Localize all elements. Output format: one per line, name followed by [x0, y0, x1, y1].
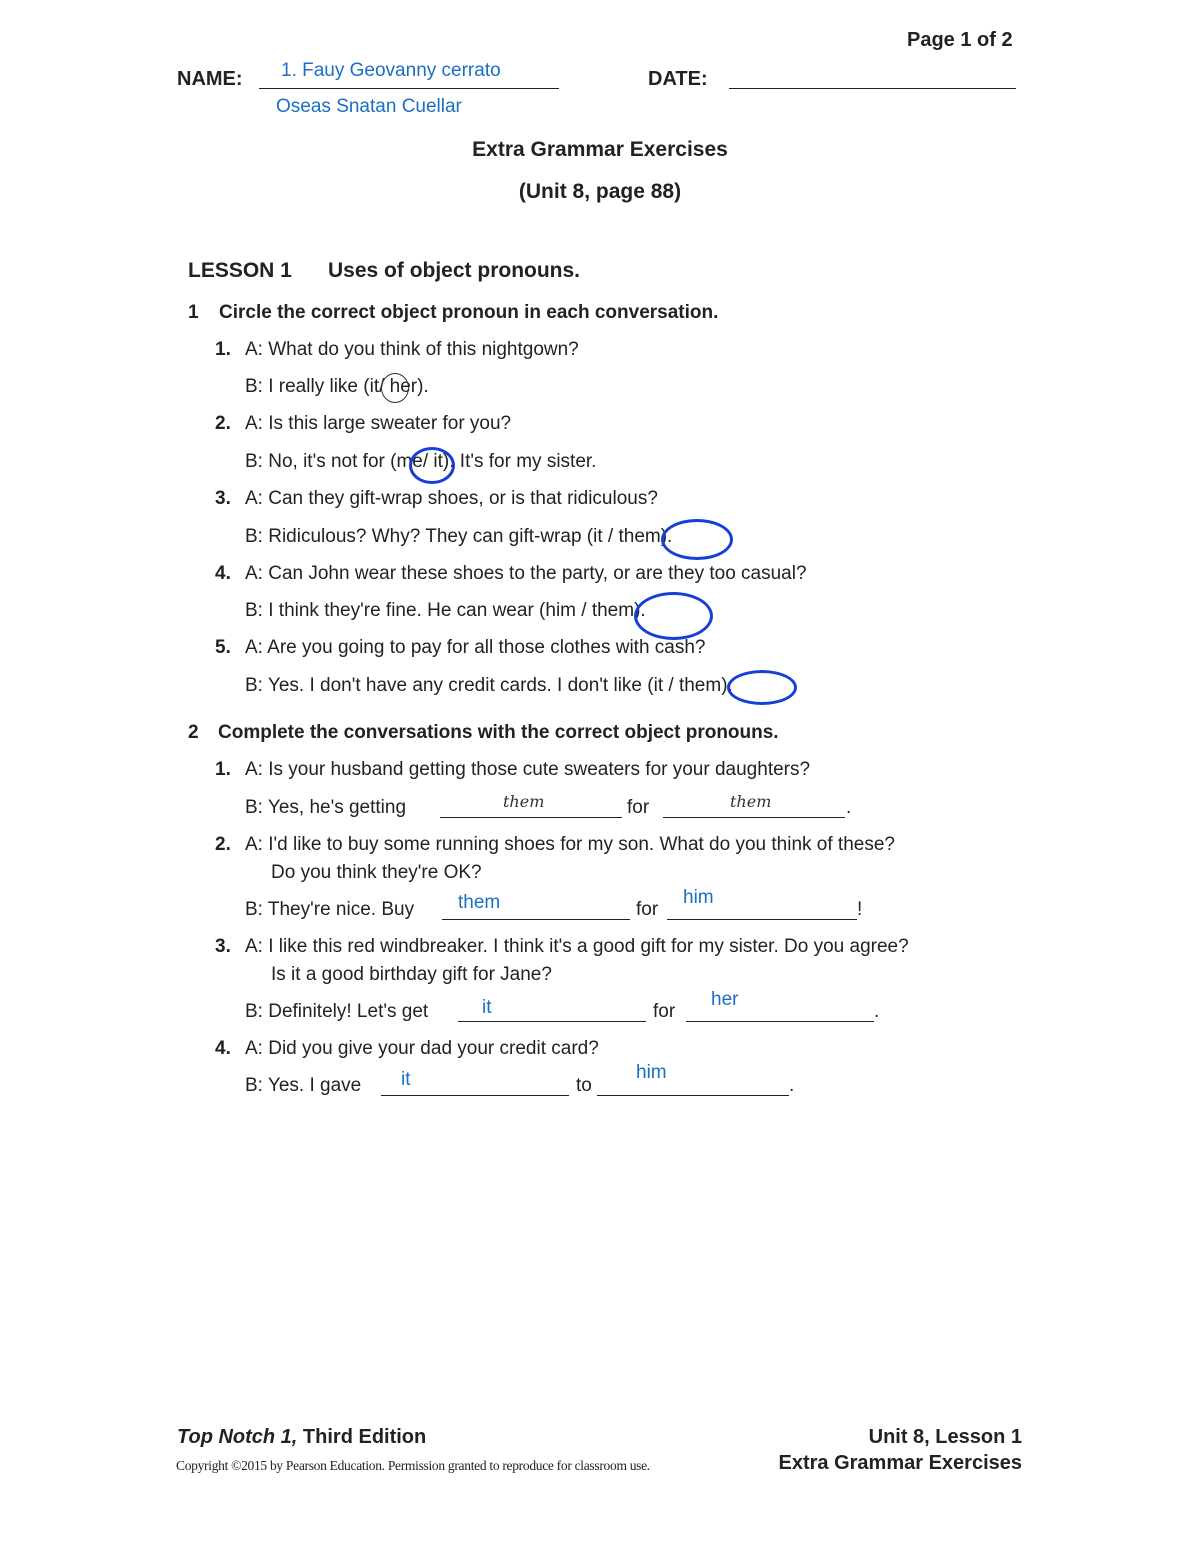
name-label: NAME:: [177, 68, 243, 90]
ex2-item-question-cont: Is it a good birthday gift for Jane?: [271, 964, 552, 985]
ex2-item-question: A: Is your husband getting those cute sweaters for your daughters?: [245, 759, 811, 780]
ex1-item-question: A: Are you going to pay for all those clothes with cash?: [245, 637, 706, 658]
ex1-item-number: 1.: [215, 339, 231, 360]
ex2-item-connector: for: [636, 899, 659, 920]
ex2-item-end: .: [846, 797, 852, 818]
blank-answer[interactable]: them: [458, 892, 501, 913]
blank-line[interactable]: [686, 1021, 874, 1022]
ex1-number: 1: [188, 302, 199, 323]
page-number: Page 1 of 2: [907, 29, 1013, 51]
ex1-item-number: 4.: [215, 563, 231, 584]
option-them[interactable]: them: [618, 526, 661, 547]
ex1-instruction: Circle the correct object pronoun in each conversation.: [219, 302, 719, 323]
ex2-item-number: 3.: [215, 936, 231, 957]
blank-answer[interactable]: them: [503, 792, 545, 811]
blank-line[interactable]: [442, 919, 630, 920]
option-me[interactable]: me: [396, 451, 423, 472]
ex1-item-number: 3.: [215, 488, 231, 509]
blank-line[interactable]: [458, 1021, 646, 1022]
lesson-title: Uses of object pronouns.: [328, 259, 581, 282]
ex1-item-question: A: What do you think of this nightgown?: [245, 339, 579, 360]
ex2-item-end: .: [789, 1075, 795, 1096]
ex1-item-question: A: Is this large sweater for you?: [245, 413, 512, 434]
blank-answer[interactable]: him: [636, 1062, 667, 1083]
ex2-number: 2: [188, 722, 199, 743]
ex1-item-number: 5.: [215, 637, 231, 658]
date-label: DATE:: [648, 68, 708, 90]
footer-section: Extra Grammar Exercises: [778, 1452, 1022, 1474]
blue-circle-mark: [634, 592, 713, 640]
ex1-item-question: A: Can John wear these shoes to the party, or are they too casual?: [245, 563, 807, 584]
ex2-item-number: 4.: [215, 1038, 231, 1059]
ex2-item-answer-start: B: Definitely! Let's get: [245, 1001, 429, 1022]
page-title: Extra Grammar Exercises: [472, 138, 728, 161]
blank-answer[interactable]: her: [711, 989, 739, 1010]
option-them[interactable]: them: [591, 600, 635, 621]
ex2-item-answer-start: B: They're nice. Buy: [245, 899, 415, 920]
blank-line[interactable]: [440, 817, 622, 818]
ex1-item-answer: B: Yes. I don't have any credit cards. I don't like (it / them).: [245, 675, 733, 696]
blank-line[interactable]: [663, 817, 845, 818]
blue-circle-mark: [409, 447, 455, 484]
blue-circle-mark: [727, 670, 797, 705]
footer-unit: Unit 8, Lesson 1: [868, 1426, 1022, 1448]
ex2-item-question: A: Did you give your dad your credit card?: [245, 1038, 599, 1059]
ex2-item-end: .: [874, 1001, 880, 1022]
blank-answer[interactable]: it: [401, 1069, 411, 1090]
ex2-item-connector: for: [627, 797, 650, 818]
lesson-label: LESSON 1: [188, 259, 292, 282]
option-them[interactable]: them: [678, 675, 722, 696]
blue-circle-mark: [661, 519, 733, 560]
blank-line[interactable]: [597, 1095, 789, 1096]
date-line[interactable]: [729, 88, 1016, 89]
ex2-item-question: A: I like this red windbreaker. I think it's a good gift for my sister. Do you agree?: [245, 936, 909, 957]
ex2-item-number: 2.: [215, 834, 231, 855]
ex1-item-number: 2.: [215, 413, 231, 434]
footer-book-title: Top Notch 1, Third Edition: [177, 1426, 427, 1448]
blank-answer[interactable]: him: [683, 887, 714, 908]
ex2-item-connector: for: [653, 1001, 676, 1022]
ex2-item-question-cont: Do you think they're OK?: [271, 862, 482, 883]
ex2-item-connector: to: [576, 1075, 592, 1096]
blank-answer[interactable]: them: [730, 792, 772, 811]
footer-copyright: Copyright ©2015 by Pearson Education. Permission granted to reproduce for classroom use.: [176, 1458, 650, 1473]
pencil-circle-mark: [381, 373, 409, 403]
ex2-item-number: 1.: [215, 759, 231, 780]
blank-line[interactable]: [381, 1095, 569, 1096]
name-line: [259, 88, 559, 89]
ex2-item-answer-start: B: Yes. I gave: [245, 1075, 362, 1096]
ex2-item-answer-start: B: Yes, he's getting: [245, 797, 407, 818]
ex1-item-answer: B: I really like (it/ her).: [245, 376, 429, 397]
page-subtitle: (Unit 8, page 88): [518, 180, 682, 203]
ex2-item-question: A: I'd like to buy some running shoes for my son. What do you think of these?: [245, 834, 895, 855]
name-value-2[interactable]: Oseas Snatan Cuellar: [276, 96, 462, 117]
name-value-1[interactable]: 1. Fauy Geovanny cerrato: [281, 60, 501, 81]
ex2-instruction: Complete the conversations with the correct object pronouns.: [218, 722, 779, 743]
blank-line[interactable]: [667, 919, 857, 920]
ex2-item-end: !: [857, 899, 863, 920]
ex1-item-question: A: Can they gift-wrap shoes, or is that ridiculous?: [245, 488, 658, 509]
blank-answer[interactable]: it: [482, 997, 492, 1018]
ex1-item-answer: B: No, it's not for (me/ it). It's for my sister.: [245, 451, 597, 472]
ex1-item-answer: B: I think they're fine. He can wear (him / them).: [245, 600, 646, 621]
ex1-item-answer: B: Ridiculous? Why? They can gift-wrap (it / them).: [245, 526, 673, 547]
option-it[interactable]: it: [369, 376, 380, 397]
